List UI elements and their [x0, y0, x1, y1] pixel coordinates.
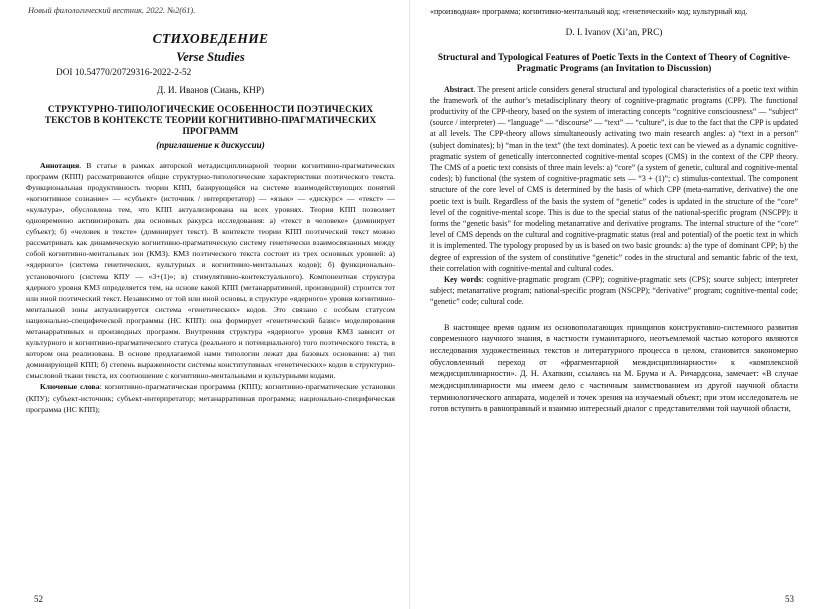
keywords-ru-label: Ключевые слова	[40, 382, 100, 392]
keywords-en	[430, 274, 798, 308]
doi: DOI 10.54770/20729316-2022-2-52	[56, 68, 192, 78]
keywords-ru-continuation: «производная» программа; когнитивно-ментальный код; «генетический» код; культурный код.	[430, 7, 748, 16]
abstract-en	[430, 84, 798, 274]
author-en: D. I. Ivanov (Xi’an, PRC)	[565, 28, 663, 39]
keywords-ru	[26, 381, 395, 414]
abstract-en-label: Abstract	[444, 84, 474, 94]
main-text: В настоящее время одним из основополагающих принципов конструктивно-системного развития современного научного знания, в частности гуманитарного, неотъемлемой частью которого являются исследования художественных текстов и литературного процесса в целом, становится закономерно обусловленный переход от «фрагментарной междисциплинарности» к «комплексной междисциплинарности». Д. Н. Ахапкин, ссылаясь на М. Брума и А. Ричардсона, замечает: «В случае междисциплинарности мы имеем дело с частичным заимствованием из другой научной области терминологического аппарата, моделей и точек зрения на изучаемый объект; при этом исследователь не готов вступить в равноправный и взаимно интересный диалог с представителями той научной области,	[430, 322, 798, 414]
abstract-en-text: . The present article considers general structural and typological characteristics of a poetic text within the framework of the author’s metadisciplinary theory of cognitive-pragmatic programs (CPP). The functional productivity of the CPP-theory, based on the system of interacting concepts “cognitive consciousness” — “subject” (source / interpreter) — “language” — “discourse” — “text” — “culture”, is due to the fact that the CPP is updated at all levels. The CPP-theory allows simultaneously activating two main research angles: a) “text in a person” (subject dominates); b) “man in the text” (the text dominates). A poetic text can be viewed as a dynamic cognitive-pragmatic system of genetically interconnected cognitive-mental scopes (CMS) in the context of the CPP theory. The CMS of a poetic text consists of three main levels: a) “core” (a system of genetic, cultural and cognitive-mental codes); b) functional (the system of cognitive-pragmatic sets — “3 + (1)”; c) stimulus-contextual. The component structure of the core level of CMS is determined by the basis of which CPP (meta-narrative, derivative) the one poetic text is built. Regardless of the basis the system of “genetic” codes is updated in the structure of the “core” level of the cognitive-mental scope. This is due to the special status of the national-specific program (NSCPP): it forms the “genetic basis” for modeling metanarrative and derivative programs. The internal structure of the “core” level of CMS depends on the cultural and cognitive-pragmatic status (real and potential) of the poetic text in which it is implemented. The typology proposed by us is based on two basic grounds: a) the type of dominant CPP; b) the degree of expression of the system of constitutive “genetic” codes in the structural and semantic fabric of the text, their correlation with cognitive-mental and cultural codes.	[430, 84, 798, 273]
running-header: Новый филологический вестник. 2022. №2(61).	[28, 6, 196, 15]
page-number-right: 53	[785, 594, 794, 604]
keywords-ru-text: : когнитивно-прагматическая программа (КПП); когнитивно-прагматические установки (КПУ); субъект-источник; субъект-интерпретатор; метанарративная программа; национально-специфическая программа (НС КПП);	[26, 382, 395, 414]
abstract-ru	[26, 160, 395, 382]
keywords-en-text: : cognitive-pragmatic program (CPP); cognitive-pragmatic sets (CPS); source subject; interpreter subject; metanarrative program; national-specific program (NSCPP); “derivative” program; cognitive-mental code; “genetic” code; cultural code.	[430, 274, 798, 307]
article-title-en: Structural and Typological Features of Poetic Texts in the Context of Theory of Cognitive-Pragmatic Programs (an Invitation to Discussion)	[437, 52, 791, 74]
abstract-ru-label: Аннотация	[40, 160, 80, 170]
keywords-en-label: Key words	[444, 274, 482, 284]
article-subtitle-ru: (приглашение к дискуссии)	[156, 139, 265, 150]
page-number-left: 52	[34, 594, 43, 604]
right-page	[410, 0, 820, 609]
section-title: СТИХОВЕДЕНИЕ	[152, 31, 269, 46]
article-title-ru: СТРУКТУРНО-ТИПОЛОГИЧЕСКИЕ ОСОБЕННОСТИ ПОЭТИЧЕСКИХ ТЕКСТОВ В КОНТЕКСТЕ ТЕОРИИ КОГНИТИВНО-ПРАГМАТИЧЕСКИХ ПРОГРАММ	[44, 105, 377, 138]
author-ru: Д. И. Иванов (Сиань, КНР)	[156, 86, 265, 96]
section-subtitle: Verse Studies	[176, 50, 245, 64]
abstract-ru-text: . В статье в рамках авторской метадисциплинарной теории когнитивно-прагматических программ (КПП) рассматриваются общие структурно-типологические характеристики поэтического текста. Функциональная продуктивность теории КПП, базирующейся на системе взаимодействующих понятий «когнитивное сознание» — «субъект» (источник / интерпретатор) — «язык» — «дискурс» — «текст» — «культура», обусловлена тем, что КПП актуализирована на всех уровнях. Теория КПП позволяет одновременно активизировать два основных ракурса исследования: а) «текст в человеке» (доминирует субъект); б) «человек в тексте» (доминирует текст). В контексте теории КПП поэтический текст можно рассматривать как динамическую когнитивно-прагматическую систему генетически взаимосвязанных между собой когнитивно-ментальных зон (КМЗ). КМЗ поэтического текста состоит из трех основных уровней: а) «ядерного» (система генетических, культурных и когнитивно-ментальных кодов); б) функционально-установочного (система КПУ — «3+(1)»; в) стимулятивно-контекстуального). Компонентная структура ядерного уровня КМЗ определяется тем, на основе какой КПП (метанарративной, производной) строится тот или иной поэтический текст. Независимо от той или иной основы, в структуре «ядерного» уровня когнитивно-ментальной зоны актуализируется система «генетических» кодов. Это связано с особым статусом национально-специфической программы (НС КПП): она формирует «генетический базис» моделирования метанарративных и производных программ. Внутренняя структура «ядерного» уровня КМЗ зависит от культурного и когнитивно-прагматического статуса (реального и потенциального) того поэтического текста, в котором она реализована. В основе предлагаемой нами типологии лежат два базовых основания: а) тип доминирующей КПП; б) степень выраженности системы конститутивных «генетических» кодов в структурно-смысловой ткани текста, их соотношение с когнитивно-ментальными и культурными кодами.	[26, 160, 395, 381]
